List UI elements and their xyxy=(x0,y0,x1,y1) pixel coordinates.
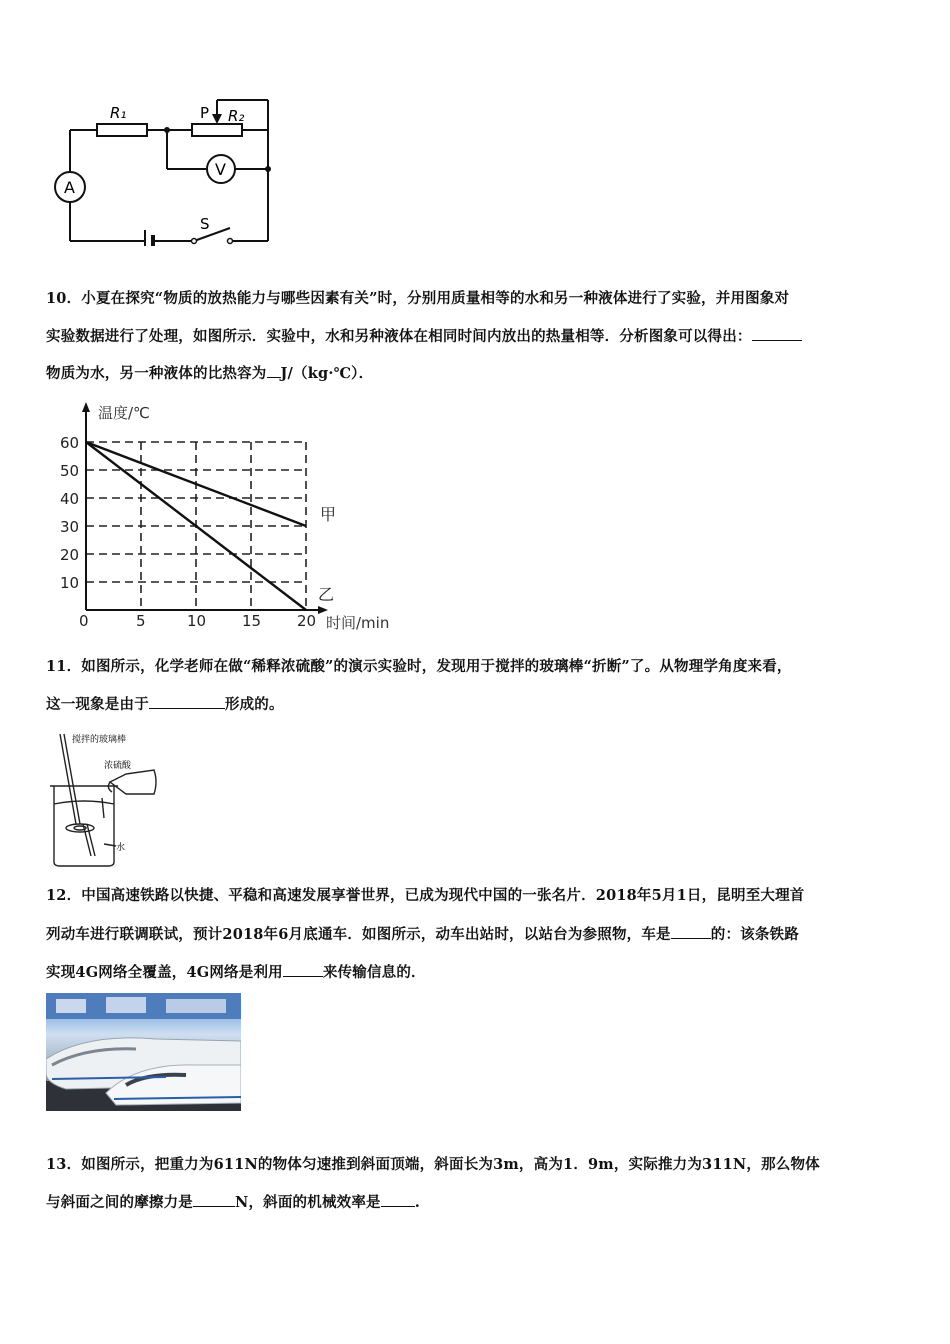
q13-line1: 13．如图所示，把重力为611N的物体匀速推到斜面顶端，斜面长为3m，高为1．9m，实际推力为311N，那么物体 xyxy=(46,1156,820,1173)
y-tick-label: 50 xyxy=(60,462,80,480)
y-tick-label: 60 xyxy=(60,434,80,452)
q10-blank-2[interactable] xyxy=(267,363,281,378)
q10-blank-1[interactable] xyxy=(752,326,802,341)
label-r1: R₁ xyxy=(110,104,127,122)
q11-line1: 11．如图所示，化学老师在做“稀释浓硫酸”的演示实验时，发现用于搅拌的玻璃棒“折断”了。从物理学角度来看， xyxy=(46,658,792,675)
series-label-2: 乙 xyxy=(318,585,335,604)
x-axis-label: 时间/min xyxy=(326,614,390,632)
label-acid: 浓硫酸 xyxy=(104,761,132,771)
q12-line3: 实现4G网络全覆盖，4G网络是利用 来传输信息的． xyxy=(46,964,426,981)
q10-line3: 物质为水，另一种液体的比热容为 J/（kg·℃）． xyxy=(46,365,374,382)
series-label-1: 甲 xyxy=(320,505,337,524)
q12-line1: 12．中国高速铁路以快捷、平稳和高速发展享誉世界，已成为现代中国的一张名片．2018年5月1日，昆明至大理首 xyxy=(46,887,805,904)
q13-line2: 与斜面之间的摩擦力是 N，斜面的机械效率是 . xyxy=(46,1194,421,1211)
resistor-r1 xyxy=(97,124,147,136)
y-tick-label: 40 xyxy=(60,490,80,508)
temperature-chart xyxy=(56,398,408,632)
q12-blank-1[interactable] xyxy=(671,924,711,939)
y-tick-label: 20 xyxy=(60,546,80,564)
q12-line2: 列动车进行联调联试，预计2018年6月底通车．如图所示，动车出站时，以站台为参照物，车是 的：该条铁路 xyxy=(46,926,799,943)
q11-blank[interactable] xyxy=(149,694,225,709)
q10-line1: 10．小夏在探究“物质的放热能力与哪些因素有关”时，分别用质量相等的水和另一种液体进行了实验，并用图象对 xyxy=(46,290,790,307)
x-tick-label: 15 xyxy=(242,612,262,630)
x-tick-label: 20 xyxy=(297,612,317,630)
slider-arrow-icon xyxy=(212,114,222,124)
label-s: S xyxy=(200,215,210,233)
x-axis-arrow-icon xyxy=(318,606,328,614)
x-tick-label: 10 xyxy=(187,612,207,630)
q11-line2: 这一现象是由于 形成的。 xyxy=(46,696,284,713)
x-tick-label: 5 xyxy=(136,612,146,630)
y-tick-label: 30 xyxy=(60,518,80,536)
y-axis-arrow-icon xyxy=(82,402,90,412)
q13-blank-2[interactable] xyxy=(381,1192,415,1207)
q12-blank-2[interactable] xyxy=(283,962,323,977)
label-p: P xyxy=(200,104,210,122)
beaker-illustration xyxy=(46,728,166,868)
label-rod: 搅拌的玻璃棒 xyxy=(72,735,127,745)
circuit-diagram xyxy=(50,96,280,246)
x-tick-label: 0 xyxy=(79,612,89,630)
label-water: 水 xyxy=(116,843,126,853)
rheostat-r2 xyxy=(192,124,242,136)
train-photo xyxy=(46,993,241,1111)
label-v: V xyxy=(215,160,226,179)
y-tick-label: 10 xyxy=(60,574,80,592)
y-axis-label: 温度/℃ xyxy=(98,404,150,422)
q13-blank-1[interactable] xyxy=(193,1192,235,1207)
label-r2: R₂ xyxy=(228,107,245,125)
q10-line2: 实验数据进行了处理，如图所示．实验中，水和另种液体在相同时间内放出的热量相等．分析图象可以得出： xyxy=(46,325,802,346)
label-a: A xyxy=(64,178,75,197)
